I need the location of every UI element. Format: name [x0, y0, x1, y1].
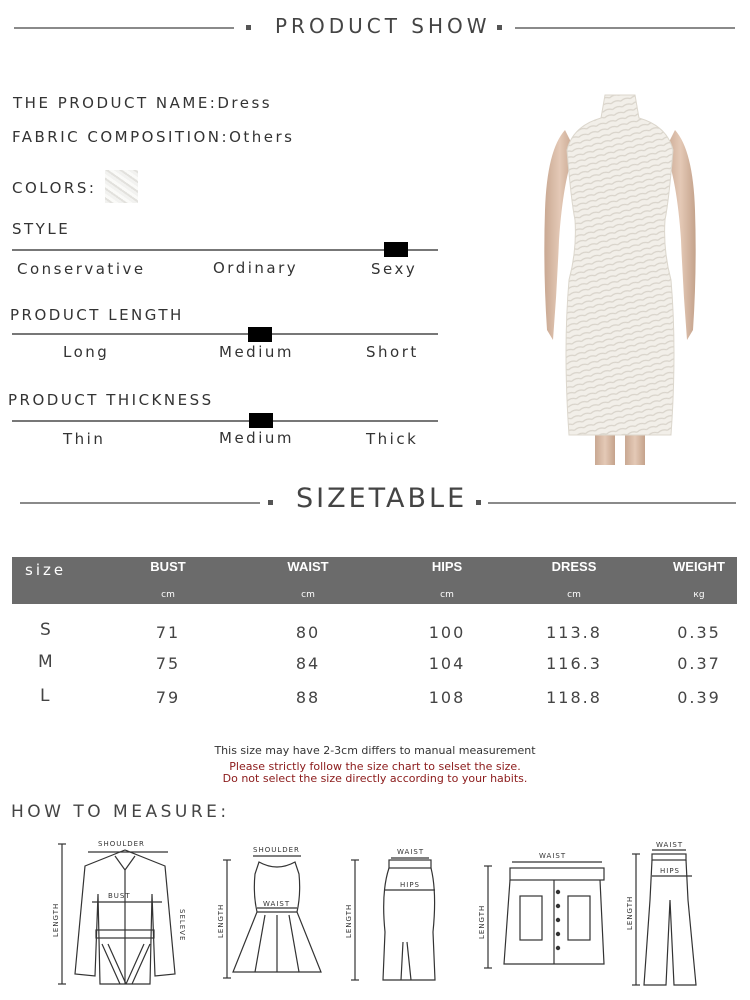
jacket-sleeve-label: SELEVE — [178, 909, 186, 942]
shorts-diagram — [476, 846, 611, 976]
length-marker — [248, 327, 272, 342]
size-cell: L — [40, 686, 50, 706]
note-follow-chart: Please strictly follow the size chart to selset the size. — [229, 760, 521, 773]
thickness-marker — [249, 413, 273, 428]
style-option-conservative: Conservative — [17, 260, 146, 278]
product-name-label: THE PRODUCT NAME: — [13, 94, 218, 112]
jacket-shoulder-label: SHOULDER — [98, 840, 145, 848]
skirt-hips-label: HIPS — [400, 881, 420, 889]
col-weight-unit: кg — [693, 590, 705, 600]
skirt-waist-label: WAIST — [397, 848, 425, 856]
bust-cell: 71 — [155, 623, 181, 642]
waist-cell: 84 — [295, 654, 321, 673]
dress-cell: 118.8 — [546, 688, 602, 707]
jacket-length-label: LENGTH — [52, 902, 60, 937]
dress-cell: 113.8 — [546, 623, 602, 642]
style-marker — [384, 242, 408, 257]
shorts-waist-label: WAIST — [539, 852, 567, 860]
thickness-scale — [12, 420, 438, 422]
dress-cell: 116.3 — [546, 654, 602, 673]
col-dress-label: DRESS — [551, 559, 597, 574]
length-option-short: Short — [366, 343, 419, 361]
hips-cell: 108 — [428, 688, 466, 707]
pants-length-label: LENGTH — [626, 895, 634, 930]
hips-cell: 100 — [428, 623, 466, 642]
col-hips-unit: cm — [440, 590, 454, 600]
sizetable-rule-right — [488, 502, 736, 504]
header-rule-left — [14, 27, 234, 29]
col-waist-unit: cm — [301, 590, 315, 600]
dress-length-label: LENGTH — [217, 903, 225, 938]
col-waist-label: WAIST — [287, 559, 329, 574]
bust-cell: 79 — [155, 688, 181, 707]
col-dress-unit: cm — [567, 590, 581, 600]
size-cell: M — [38, 652, 53, 672]
product-name-value: Dress — [217, 94, 273, 112]
col-weight-label: WEIGHT — [673, 559, 725, 574]
bust-cell: 75 — [155, 654, 181, 673]
section-title-sizetable: SIZETABLE — [296, 483, 468, 514]
header-dot-right — [497, 25, 502, 30]
style-option-ordinary: Ordinary — [213, 259, 299, 277]
style-scale — [12, 249, 438, 251]
weight-cell: 0.39 — [677, 688, 721, 707]
header-dot-left — [246, 25, 251, 30]
length-title: PRODUCT LENGTH — [10, 306, 184, 324]
weight-cell: 0.35 — [677, 623, 721, 642]
style-option-sexy: Sexy — [371, 260, 418, 278]
skirt-length-label: LENGTH — [345, 903, 353, 938]
note-habits: Do not select the size directly according to your habits. — [222, 772, 528, 785]
thickness-option-thick: Thick — [366, 430, 419, 448]
shorts-length-label: LENGTH — [478, 904, 486, 939]
col-bust-label: BUST — [150, 559, 186, 574]
thickness-title: PRODUCT THICKNESS — [8, 391, 214, 409]
col-hips-label: HIPS — [431, 559, 463, 574]
skirt-diagram — [345, 842, 445, 987]
pants-waist-label: WAIST — [656, 841, 684, 849]
weight-cell: 0.37 — [677, 654, 721, 673]
note-measurement: This size may have 2-3cm differs to manual measurement — [214, 744, 536, 757]
sizetable-dot-left — [268, 500, 273, 505]
fabric-label: FABRIC COMPOSITION: — [12, 128, 230, 146]
dress-shoulder-label: SHOULDER — [253, 846, 300, 854]
fabric-value: Others — [229, 128, 295, 146]
length-option-medium: Medium — [219, 343, 294, 361]
colors-label: COLORS: — [12, 179, 97, 197]
size-table-header — [12, 557, 737, 604]
length-scale — [12, 333, 438, 335]
col-bust-unit: cm — [161, 590, 175, 600]
hips-cell: 104 — [428, 654, 466, 673]
thickness-option-thin: Thin — [63, 430, 106, 448]
header-rule-right — [515, 27, 735, 29]
dress-waist-label: WAIST — [263, 900, 291, 908]
sizetable-rule-left — [20, 502, 260, 504]
length-option-long: Long — [63, 343, 110, 361]
sizetable-dot-right — [476, 500, 481, 505]
section-title-how-to-measure: HOW TO MEASURE: — [11, 802, 230, 822]
pants-diagram — [622, 840, 712, 990]
style-title: STYLE — [12, 220, 71, 238]
col-size-label: size — [25, 561, 67, 579]
pants-hips-label: HIPS — [660, 867, 680, 875]
dress-diagram — [215, 840, 330, 985]
size-cell: S — [40, 620, 51, 640]
waist-cell: 88 — [295, 688, 321, 707]
jacket-bust-label: BUST — [108, 892, 131, 900]
color-swatch-white[interactable] — [105, 170, 138, 203]
jacket-diagram — [50, 834, 200, 994]
product-name-row — [13, 94, 272, 112]
section-title-product-show: PRODUCT SHOW — [275, 14, 491, 38]
fabric-row — [12, 128, 294, 146]
product-photo — [535, 90, 705, 468]
waist-cell: 80 — [295, 623, 321, 642]
thickness-option-medium: Medium — [219, 429, 294, 447]
